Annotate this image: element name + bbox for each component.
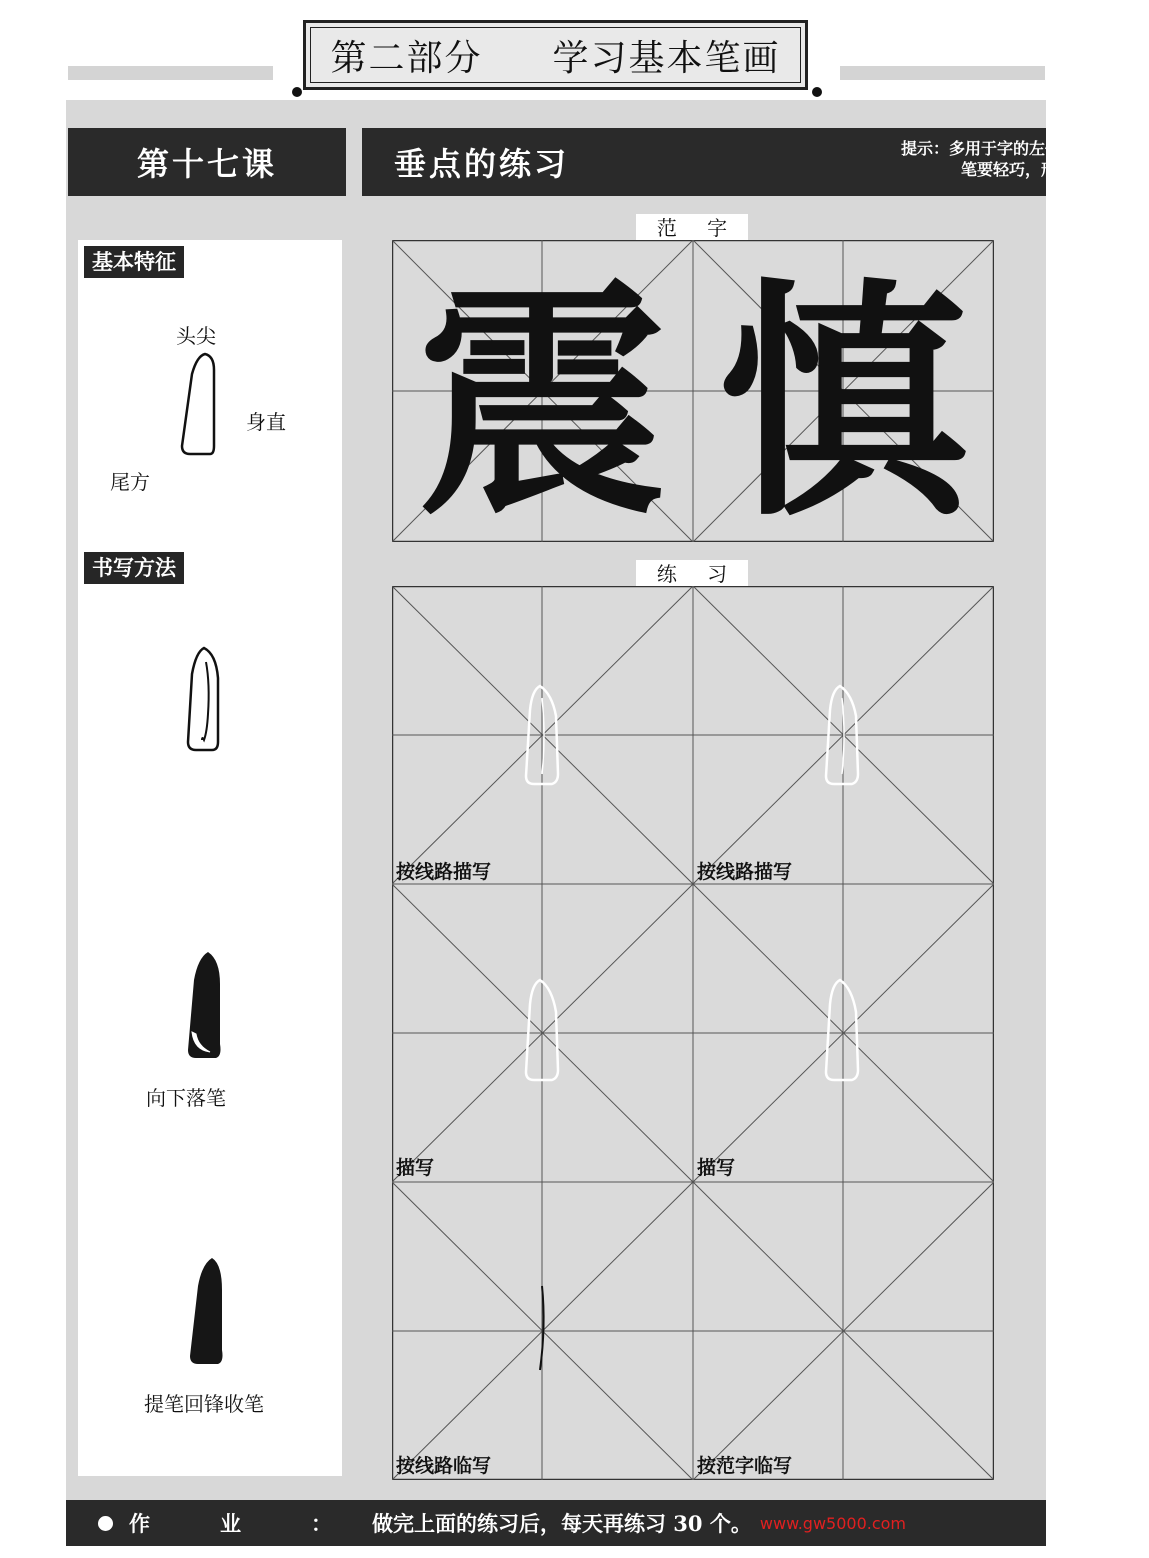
method-step2-label: 提笔回锋收笔 bbox=[144, 1392, 264, 1416]
feature-body-label: 身直 bbox=[246, 410, 286, 434]
bullet-icon bbox=[98, 1516, 113, 1531]
feature-stroke-outline bbox=[172, 350, 222, 462]
practice-tag: 练 习 bbox=[636, 560, 748, 588]
header-bar-right bbox=[840, 66, 1045, 80]
header-dot-right bbox=[812, 87, 822, 97]
feature-tail-label: 尾方 bbox=[110, 470, 150, 494]
sample-char-2: 慎 bbox=[718, 255, 968, 542]
method-step1-label: 向下落笔 bbox=[146, 1086, 226, 1110]
method-stroke-step1 bbox=[184, 950, 228, 1062]
method-heading: 书写方法 bbox=[84, 552, 184, 584]
part-title-box bbox=[303, 20, 808, 90]
homework-text: 做完上面的练习后，每天再练习 30 个。 bbox=[372, 1511, 752, 1536]
method-stroke-outline bbox=[182, 644, 226, 756]
lesson-number-text: 第十七课 bbox=[136, 145, 277, 183]
part-label: 第二部分 bbox=[330, 37, 483, 79]
sample-grid bbox=[392, 240, 994, 542]
features-heading: 基本特征 bbox=[84, 246, 184, 278]
tip-line-2: 笔要轻巧，形体要完整。 bbox=[960, 160, 1137, 179]
homework-footer bbox=[66, 1500, 1046, 1546]
sample-char-1: 震 bbox=[417, 255, 667, 542]
practice-label-4: 描写 bbox=[697, 1157, 736, 1179]
sample-tag: 范 字 bbox=[636, 214, 748, 242]
site-url: www.gw5000.com bbox=[759, 1513, 906, 1533]
tip-line-1: 提示：多用于字的左侧点，写时用 bbox=[900, 139, 1141, 158]
feature-head-label: 头尖 bbox=[176, 324, 216, 348]
practice-label-6: 按范字临写 bbox=[697, 1455, 793, 1477]
practice-label-5: 按线路临写 bbox=[396, 1455, 492, 1477]
practice-label-1: 按线路描写 bbox=[396, 861, 492, 883]
practice-label-3: 描写 bbox=[396, 1157, 435, 1179]
trace-outline-4 bbox=[826, 980, 858, 1080]
lesson-topic: 垂点的练习 bbox=[394, 145, 570, 183]
practice-label-2: 按线路描写 bbox=[697, 861, 793, 883]
header-dot-left bbox=[292, 87, 302, 97]
method-stroke-step2 bbox=[186, 1256, 230, 1368]
lesson-number bbox=[68, 128, 346, 196]
part-title: 学习基本笔画 bbox=[552, 37, 781, 79]
homework-label: 作业： bbox=[129, 1511, 402, 1536]
practice-grid bbox=[392, 586, 994, 1480]
lesson-tip bbox=[901, 138, 1141, 180]
header-bar-left bbox=[68, 66, 273, 80]
